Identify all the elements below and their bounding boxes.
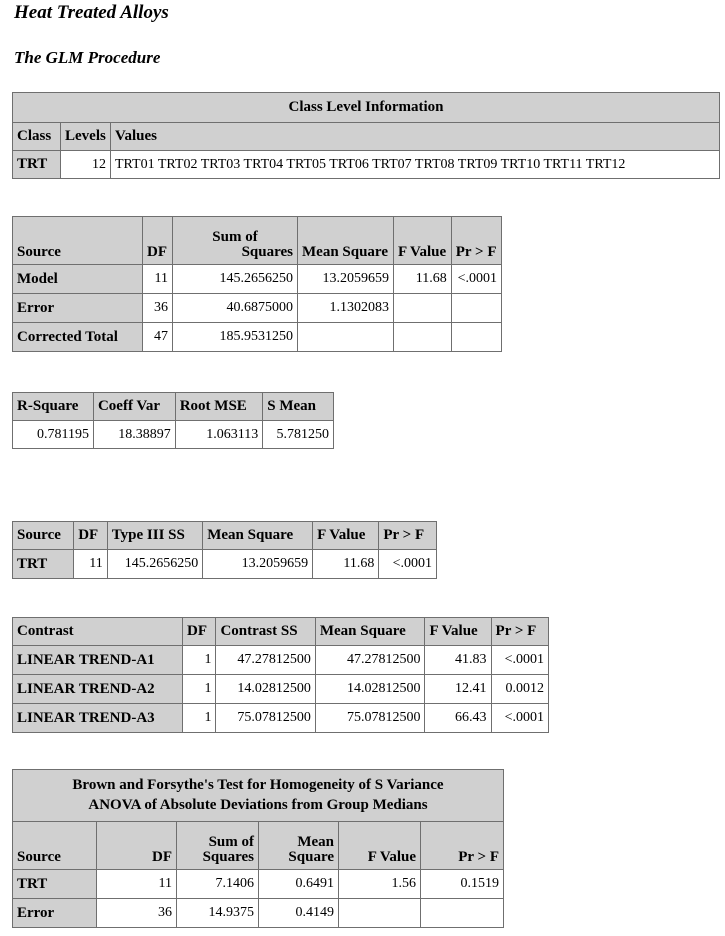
col-f-value: F Value <box>339 822 421 870</box>
r-square-value: 0.781195 <box>13 421 94 449</box>
caption-line1: Brown and Forsythe's Test for Homogeneity of S Variance <box>72 777 444 793</box>
class-level-table <box>12 92 720 179</box>
row-source: Error <box>13 899 97 928</box>
procedure-title: The GLM Procedure <box>14 48 161 67</box>
col-source: Source <box>13 522 74 550</box>
col-mean-square: Mean Square <box>315 618 425 646</box>
row-f: 66.43 <box>425 704 491 733</box>
fit-statistics-table <box>12 392 334 449</box>
report-title: Heat Treated Alloys <box>14 2 169 23</box>
brown-forsythe-caption <box>13 770 504 822</box>
class-name: TRT <box>13 151 61 179</box>
row-contrast: LINEAR TREND-A3 <box>13 704 183 733</box>
row-p: <.0001 <box>451 265 501 294</box>
col-r-square: R-Square <box>13 393 94 421</box>
row-ss: 145.2656250 <box>107 550 202 579</box>
row-ss: 185.9531250 <box>173 323 298 352</box>
col-pr-f: Pr > F <box>451 217 501 265</box>
ms-line2: Square <box>288 849 334 865</box>
ss-line1: Sum of <box>208 834 254 850</box>
row-f: 12.41 <box>425 675 491 704</box>
row-f: 11.68 <box>313 550 379 579</box>
table-row <box>13 294 502 323</box>
class-level-caption: Class Level Information <box>13 93 720 123</box>
row-df: 1 <box>183 675 216 704</box>
row-p: 0.1519 <box>421 870 504 899</box>
table-row <box>13 646 549 675</box>
table-row <box>13 323 502 352</box>
row-f: 1.56 <box>339 870 421 899</box>
row-ms: 14.02812500 <box>315 675 425 704</box>
contrast-table <box>12 617 549 733</box>
col-pr-f: Pr > F <box>421 822 504 870</box>
table-row <box>13 550 437 579</box>
table-row <box>13 675 549 704</box>
row-ms: 75.07812500 <box>315 704 425 733</box>
row-p: <.0001 <box>491 646 548 675</box>
row-ms: 0.4149 <box>259 899 339 928</box>
col-levels: Levels <box>61 123 111 151</box>
row-f: 41.83 <box>425 646 491 675</box>
col-sum-of-squares <box>177 822 259 870</box>
row-f <box>339 899 421 928</box>
row-df: 47 <box>143 323 173 352</box>
col-type3-ss: Type III SS <box>107 522 202 550</box>
row-f: 11.68 <box>393 265 451 294</box>
class-levels: 12 <box>61 151 111 179</box>
row-ms: 0.6491 <box>259 870 339 899</box>
col-df: DF <box>97 822 177 870</box>
col-f-value: F Value <box>425 618 491 646</box>
row-df: 11 <box>74 550 108 579</box>
col-class: Class <box>13 123 61 151</box>
col-df: DF <box>183 618 216 646</box>
ss-line1: Sum of <box>212 229 258 245</box>
col-values: Values <box>111 123 720 151</box>
table-row <box>13 899 504 928</box>
brown-forsythe-table <box>12 769 504 928</box>
row-p <box>451 323 501 352</box>
col-mean-square <box>259 822 339 870</box>
row-p: <.0001 <box>491 704 548 733</box>
col-df: DF <box>74 522 108 550</box>
table-row <box>13 870 504 899</box>
row-df: 11 <box>97 870 177 899</box>
ss-line2: Squares <box>202 849 254 865</box>
row-source: Model <box>13 265 143 294</box>
row-source: TRT <box>13 550 74 579</box>
row-p <box>451 294 501 323</box>
row-df: 36 <box>97 899 177 928</box>
row-ss: 75.07812500 <box>216 704 315 733</box>
row-ss: 14.02812500 <box>216 675 315 704</box>
type3-table <box>12 521 437 579</box>
row-ss: 7.1406 <box>177 870 259 899</box>
row-contrast: LINEAR TREND-A2 <box>13 675 183 704</box>
row-df: 1 <box>183 704 216 733</box>
row-ms: 13.2059659 <box>298 265 394 294</box>
col-coeff-var: Coeff Var <box>93 393 175 421</box>
col-mean-square: Mean Square <box>203 522 313 550</box>
row-ss: 40.6875000 <box>173 294 298 323</box>
row-source: Error <box>13 294 143 323</box>
col-pr-f: Pr > F <box>379 522 437 550</box>
col-sum-of-squares <box>173 217 298 265</box>
class-values: TRT01 TRT02 TRT03 TRT04 TRT05 TRT06 TRT07 TRT08 TRT09 TRT10 TRT11 TRT12 <box>111 151 720 179</box>
row-ms: 1.1302083 <box>298 294 394 323</box>
row-df: 11 <box>143 265 173 294</box>
row-df: 36 <box>143 294 173 323</box>
s-mean-value: 5.781250 <box>263 421 334 449</box>
root-mse-value: 1.063113 <box>175 421 263 449</box>
row-contrast: LINEAR TREND-A1 <box>13 646 183 675</box>
ms-line1: Mean <box>297 834 334 850</box>
row-ss: 47.27812500 <box>216 646 315 675</box>
row-df: 1 <box>183 646 216 675</box>
ss-line2: Squares <box>241 244 293 260</box>
row-ss: 14.9375 <box>177 899 259 928</box>
row-f <box>393 323 451 352</box>
coeff-var-value: 18.38897 <box>93 421 175 449</box>
col-contrast: Contrast <box>13 618 183 646</box>
col-pr-f: Pr > F <box>491 618 548 646</box>
anova-table <box>12 216 502 352</box>
col-source: Source <box>13 217 143 265</box>
col-contrast-ss: Contrast SS <box>216 618 315 646</box>
row-source: TRT <box>13 870 97 899</box>
row-source: Corrected Total <box>13 323 143 352</box>
row-ms <box>298 323 394 352</box>
row-ms: 47.27812500 <box>315 646 425 675</box>
caption-line2: ANOVA of Absolute Deviations from Group Medians <box>88 796 428 813</box>
col-f-value: F Value <box>393 217 451 265</box>
col-mean-square: Mean Square <box>298 217 394 265</box>
row-ms: 13.2059659 <box>203 550 313 579</box>
row-f <box>393 294 451 323</box>
table-row <box>13 265 502 294</box>
col-df: DF <box>143 217 173 265</box>
row-ss: 145.2656250 <box>173 265 298 294</box>
row-p: <.0001 <box>379 550 437 579</box>
table-row <box>13 421 334 449</box>
col-source: Source <box>13 822 97 870</box>
row-p <box>421 899 504 928</box>
col-root-mse: Root MSE <box>175 393 263 421</box>
table-row <box>13 704 549 733</box>
col-s-mean: S Mean <box>263 393 334 421</box>
row-p: 0.0012 <box>491 675 548 704</box>
col-f-value: F Value <box>313 522 379 550</box>
